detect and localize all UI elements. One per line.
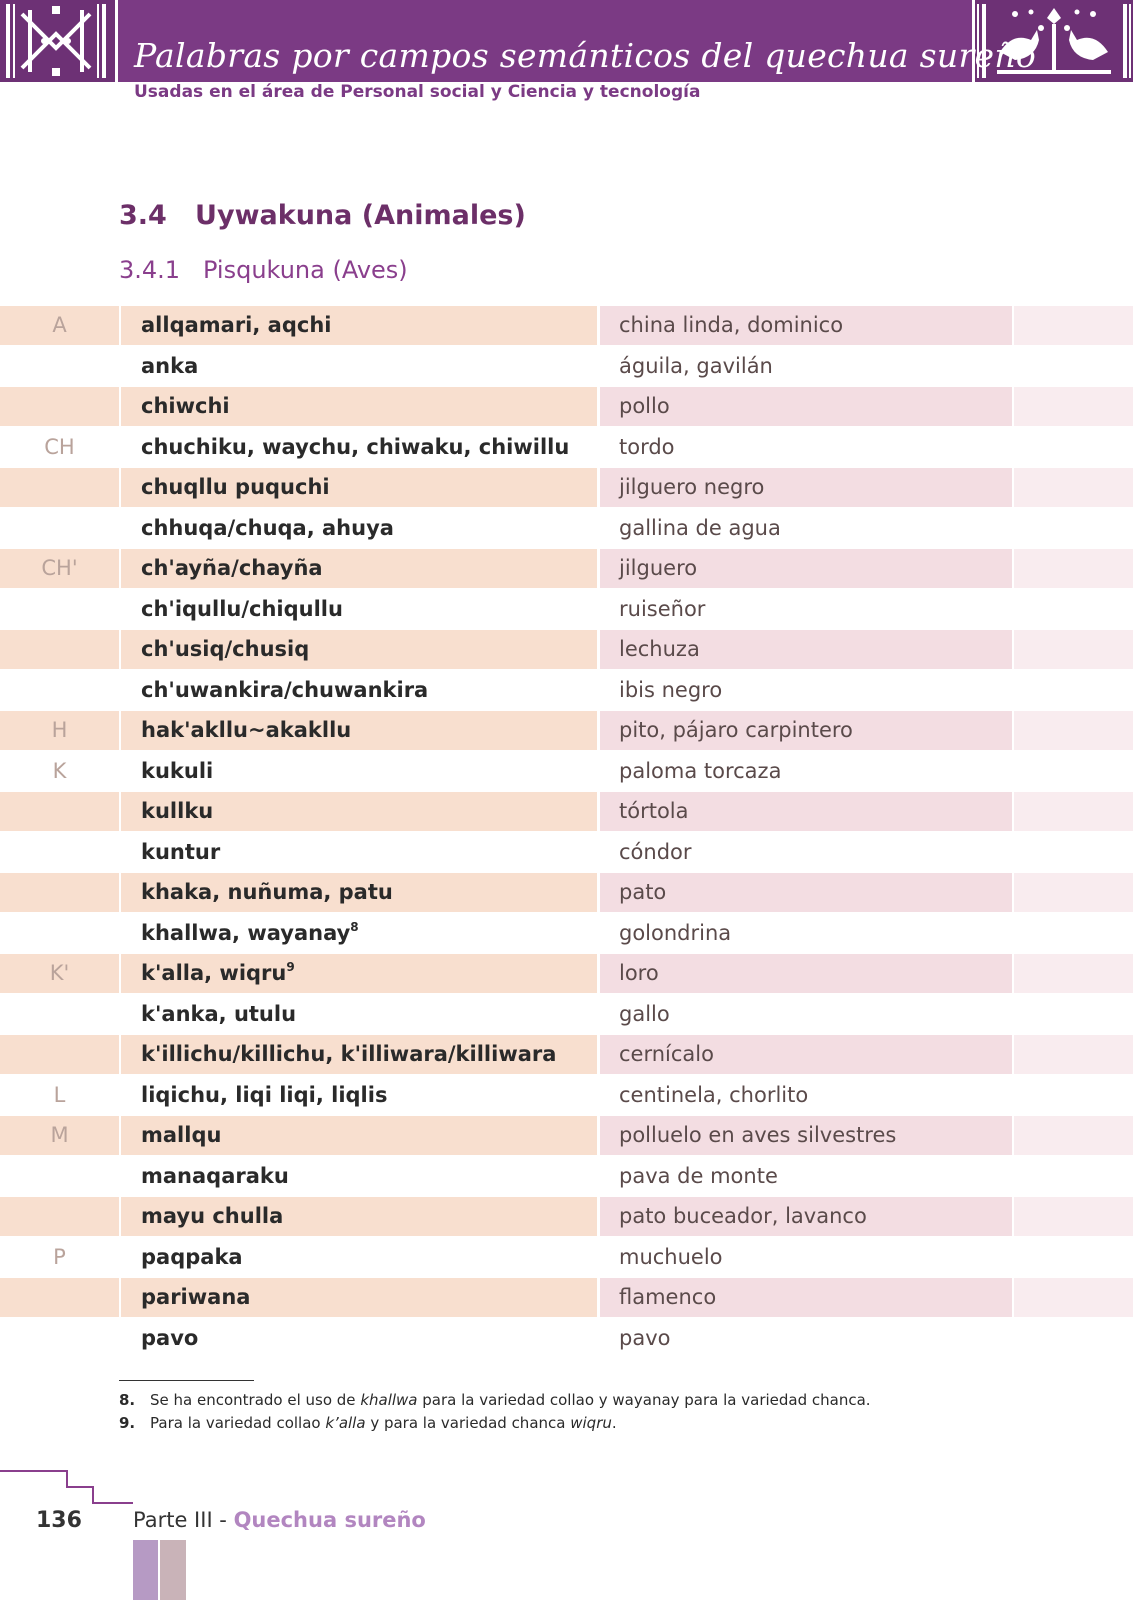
letter-cell: [0, 630, 119, 669]
row-end-cell: [1014, 873, 1133, 912]
spanish-term: loro: [600, 954, 1012, 993]
row-end-cell: [1014, 1238, 1133, 1277]
quechua-term: mayu chulla: [121, 1197, 597, 1236]
table-row: [0, 1319, 1133, 1360]
letter-cell: [0, 1035, 119, 1074]
quechua-term: kullku: [121, 792, 597, 831]
spanish-term: cóndor: [619, 839, 692, 864]
spanish-term: tordo: [619, 434, 675, 459]
quechua-term: anka: [141, 353, 199, 378]
letter-cell: H: [0, 711, 119, 750]
section-title: [119, 200, 526, 231]
subsection-title: [119, 256, 408, 284]
spanish-term: pava de monte: [619, 1163, 778, 1188]
row-end-cell: [1014, 833, 1133, 872]
section-label: Uywakuna (Animales): [195, 200, 526, 231]
row-end-cell: [1014, 792, 1133, 831]
quechua-term: paqpaka: [141, 1244, 243, 1269]
quechua-term: liqichu, liqi liqi, liqlis: [141, 1082, 388, 1107]
quechua-term: manaqaraku: [141, 1163, 289, 1188]
row-end-cell: [1014, 1319, 1133, 1358]
geometric-weave-logo-icon: [0, 0, 118, 82]
quechua-term: k'illichu/killichu, k'illiwara/killiwara: [121, 1035, 597, 1074]
table-row: [0, 590, 1133, 631]
subsection-label: Pisqukuna (Aves): [202, 256, 408, 284]
quechua-term: ch'ayña/chayña: [121, 549, 597, 588]
letter-cell: L: [53, 1082, 66, 1107]
table-row: [0, 671, 1133, 712]
letter-cell: [0, 509, 119, 548]
table-row: [0, 468, 1133, 509]
spanish-term: centinela, chorlito: [619, 1082, 809, 1107]
letter-cell: [0, 1278, 119, 1317]
spanish-term: gallo: [619, 1001, 670, 1026]
footnote-ref: 9: [286, 960, 295, 974]
table-row: [0, 1116, 1133, 1157]
quechua-term: pariwana: [121, 1278, 597, 1317]
row-end-cell: [1014, 914, 1133, 953]
letter-cell: [0, 914, 119, 953]
quechua-term: k'anka, utulu: [141, 1001, 297, 1026]
row-end-cell: [1014, 468, 1133, 507]
header-title: Palabras por campos semánticos del quechua sureño: [134, 36, 1037, 75]
quechua-term: khallwa, wayanay$^8$: [141, 919, 359, 945]
footer-part: Parte III - Quechua sureño: [133, 1508, 426, 1532]
row-end-cell: [1014, 1116, 1133, 1155]
footnote-9: 9. Para la variedad collao k’alla y para la variedad chanca wiqru.: [119, 1414, 617, 1432]
spanish-term: ruiseñor: [619, 596, 706, 621]
table-row: [0, 306, 1133, 347]
spanish-term: tórtola: [600, 792, 1012, 831]
letter-cell: [0, 1319, 119, 1358]
quechua-term: chuqllu puquchi: [121, 468, 597, 507]
table-row: [0, 1035, 1133, 1076]
spanish-term: golondrina: [619, 920, 732, 945]
header-subtitle: Usadas en el área de Personal social y Ciencia y tecnología: [134, 82, 701, 102]
spanish-term: pito, pájaro carpintero: [600, 711, 1012, 750]
row-end-cell: [1014, 590, 1133, 629]
letter-cell: [0, 873, 119, 912]
spanish-term: pato buceador, lavanco: [600, 1197, 1012, 1236]
row-end-cell: [1014, 711, 1133, 750]
spanish-term: pavo: [619, 1325, 671, 1350]
vocabulary-table: [0, 306, 1133, 1359]
row-end-cell: [1014, 1197, 1133, 1236]
row-end-cell: [1014, 671, 1133, 710]
row-end-cell: [1014, 509, 1133, 548]
letter-cell: [0, 792, 119, 831]
quechua-term: chhuqa/chuqa, ahuya: [141, 515, 394, 540]
quechua-term: khaka, nuñuma, patu: [121, 873, 597, 912]
table-row: [0, 387, 1133, 428]
table-row: [0, 428, 1133, 469]
page-header: [0, 0, 1133, 82]
spanish-term: jilguero: [600, 549, 1012, 588]
letter-cell: CH': [0, 549, 119, 588]
spanish-term: lechuza: [600, 630, 1012, 669]
letter-cell: [0, 1157, 119, 1196]
spanish-term: china linda, dominico: [600, 306, 1012, 345]
letter-cell: [0, 387, 119, 426]
letter-cell: K': [0, 954, 119, 993]
row-end-cell: [1014, 1035, 1133, 1074]
table-row: [0, 1238, 1133, 1279]
table-row: [0, 873, 1133, 914]
footer-step-line: [0, 1470, 140, 1510]
footer-bar: [160, 1540, 186, 1600]
spanish-term: cernícalo: [600, 1035, 1012, 1074]
row-end-cell: [1014, 630, 1133, 669]
table-row: [0, 630, 1133, 671]
row-end-cell: [1014, 549, 1133, 588]
table-row: [0, 1197, 1133, 1238]
letter-cell: M: [0, 1116, 119, 1155]
row-end-cell: [1014, 306, 1133, 345]
spanish-term: paloma torcaza: [619, 758, 782, 783]
spanish-term: ibis negro: [619, 677, 723, 702]
row-end-cell: [1014, 954, 1133, 993]
quechua-term: kuntur: [141, 839, 221, 864]
quechua-term: ch'iqullu/chiqullu: [141, 596, 343, 621]
row-end-cell: [1014, 347, 1133, 386]
footer-bar: [133, 1540, 158, 1600]
row-end-cell: [1014, 1076, 1133, 1115]
quechua-term: mallqu: [121, 1116, 597, 1155]
table-row: [0, 995, 1133, 1036]
spanish-term: pollo: [600, 387, 1012, 426]
table-row: [0, 954, 1133, 995]
quechua-term: chiwchi: [121, 387, 597, 426]
quechua-term: kukuli: [141, 758, 214, 783]
letter-cell: [0, 833, 119, 872]
letter-cell: [0, 347, 119, 386]
page-number: 136: [36, 1508, 82, 1533]
table-row: [0, 347, 1133, 388]
spanish-term: águila, gavilán: [619, 353, 773, 378]
quechua-term: pavo: [141, 1325, 199, 1350]
row-end-cell: [1014, 428, 1133, 467]
quechua-term: ch'usiq/chusiq: [121, 630, 597, 669]
footnote-ref: 8: [350, 919, 359, 934]
spanish-term: polluelo en aves silvestres: [600, 1116, 1012, 1155]
table-row: [0, 1278, 1133, 1319]
letter-cell: A: [0, 306, 119, 345]
subsection-number: 3.4.1: [119, 256, 181, 284]
letter-cell: CH: [44, 434, 75, 459]
letter-cell: [0, 590, 119, 629]
row-end-cell: [1014, 752, 1133, 791]
letter-cell: P: [53, 1244, 66, 1269]
spanish-term: jilguero negro: [600, 468, 1012, 507]
table-row: [0, 711, 1133, 752]
spanish-term: pato: [600, 873, 1012, 912]
letter-cell: [0, 995, 119, 1034]
table-row: [0, 752, 1133, 793]
row-end-cell: [1014, 1278, 1133, 1317]
quechua-term: ch'uwankira/chuwankira: [141, 677, 429, 702]
spanish-term: flamenco: [600, 1278, 1012, 1317]
letter-cell: [0, 671, 119, 710]
row-end-cell: [1014, 995, 1133, 1034]
spanish-term: gallina de agua: [619, 515, 781, 540]
table-row: [0, 1076, 1133, 1117]
spanish-term: muchuelo: [619, 1244, 723, 1269]
letter-cell: K: [52, 758, 67, 783]
quechua-term: hak'akllu~akakllu: [121, 711, 597, 750]
footnotes: [119, 1391, 871, 1437]
footnote-divider: [119, 1380, 254, 1381]
footnote-8: 8. Se ha encontrado el uso de khallwa para la variedad collao y wayanay para la variedad chanca.: [119, 1391, 871, 1409]
table-row: [0, 833, 1133, 874]
quechua-term: chuchiku, waychu, chiwaku, chiwillu: [141, 434, 570, 459]
row-end-cell: [1014, 1157, 1133, 1196]
table-row: [0, 914, 1133, 955]
quechua-term: k'alla, wiqru$^9$: [121, 954, 597, 993]
table-row: [0, 792, 1133, 833]
row-end-cell: [1014, 387, 1133, 426]
table-row: [0, 509, 1133, 550]
table-row: [0, 1157, 1133, 1198]
letter-cell: [0, 1197, 119, 1236]
letter-cell: [0, 468, 119, 507]
section-number: 3.4: [119, 200, 167, 231]
quechua-term: allqamari, aqchi: [121, 306, 597, 345]
table-row: [0, 549, 1133, 590]
